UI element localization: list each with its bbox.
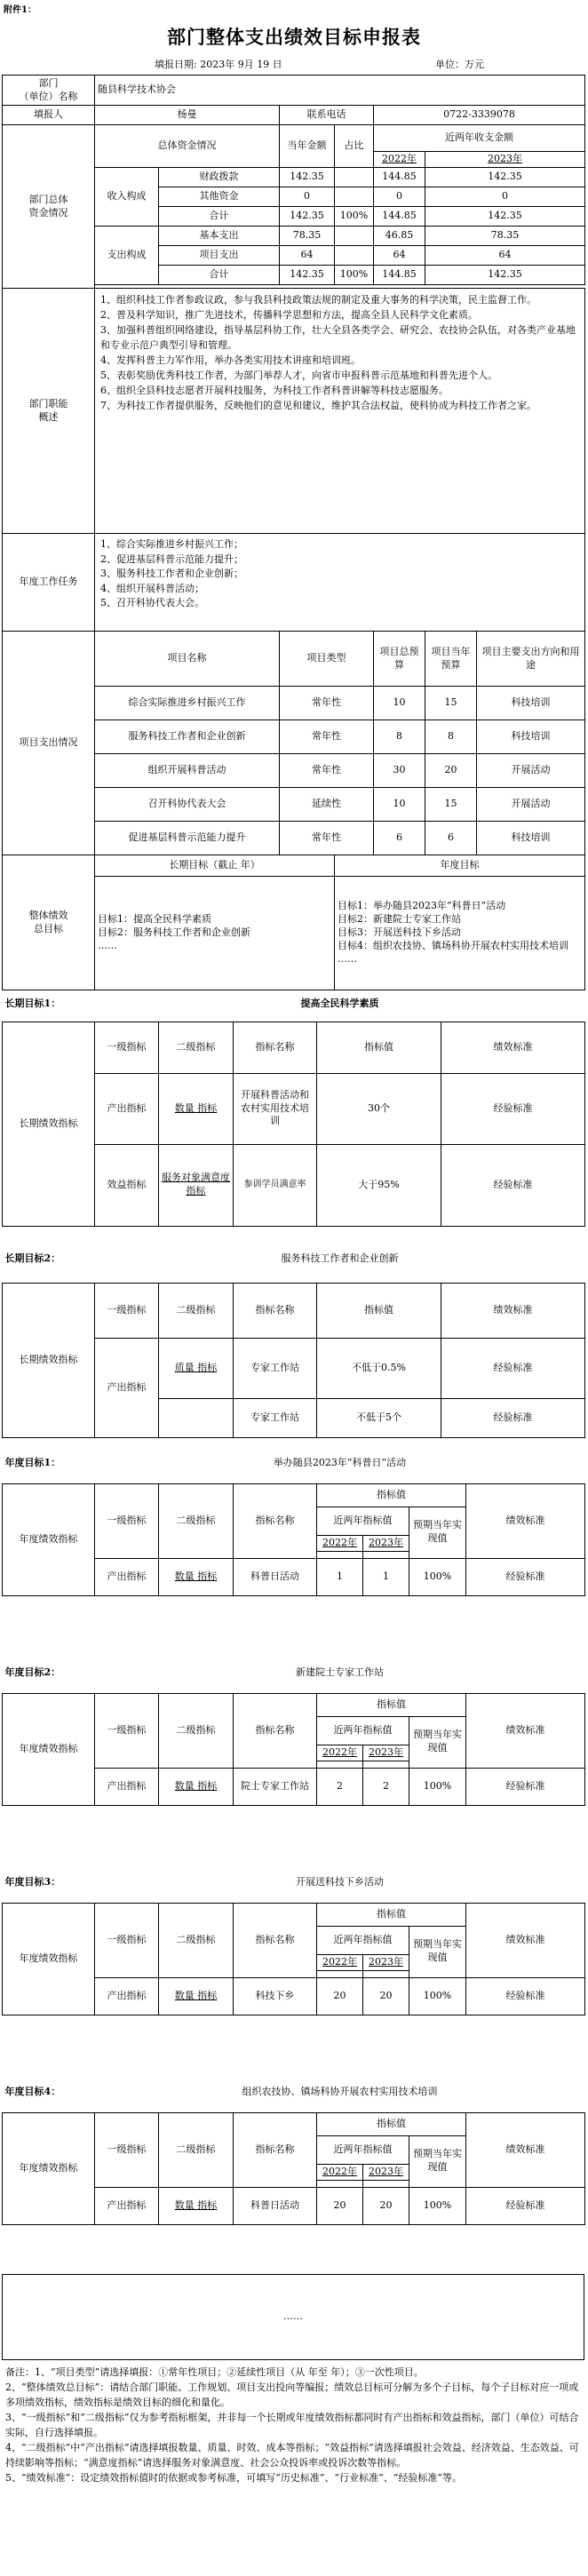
lt2-h-second: 二级指标 [159, 1283, 234, 1338]
proj-row-type: 常年性 [280, 687, 374, 720]
yg-h-first: 一级指标 [95, 1483, 159, 1558]
ellipsis-table [2, 2274, 584, 2360]
yg-h-second: 二级指标 [159, 1693, 234, 1768]
yg-std: 经验标准 [466, 2187, 585, 2224]
proj-row-year: 15 [425, 788, 477, 822]
proj-row-total: 6 [374, 822, 425, 855]
yg-h-y2: 2023年 [363, 1745, 409, 1761]
year-goal-header: 年度目标 [335, 855, 585, 877]
cur-amount-header: 当年金额 [280, 125, 335, 168]
yg-p: 100% [409, 1768, 466, 1805]
year-goal-text: 目标1：举办随县2023年“科普日”活动 目标2：新建院士专家工作站 目标3：开展送科技下乡活动 目标4：组织农技协、镇场科协开展农村实用技术培训 …… [335, 877, 585, 990]
yg-h-std: 绩效标准 [466, 1903, 585, 1977]
fund-row-a: 144.85 [374, 266, 425, 285]
filler-name: 杨曼 [95, 106, 280, 125]
fund-row-cur: 142.35 [280, 168, 335, 187]
income-label: 收入构成 [95, 168, 159, 227]
overall-goal-label: 整体绩效 总目标 [3, 855, 95, 990]
lt1-name: 提高全民科学素质 [300, 998, 379, 1010]
yg-h-y1: 2022年 [317, 1535, 363, 1551]
phone-value: 0722-3339078 [374, 106, 585, 125]
lt1-title: 长期目标1： [4, 998, 61, 1010]
expense-label: 支出构成 [95, 227, 159, 285]
yg-b: 2 [363, 1768, 409, 1805]
yg-h-recent: 近两年指标值 [317, 2135, 409, 2164]
fund-row-name: 基本支出 [159, 227, 280, 246]
year2-header: 2023年 [425, 152, 585, 168]
yg-a: 20 [317, 1977, 363, 2015]
fund-row-a: 64 [374, 246, 425, 266]
year1-header: 2022年 [374, 152, 425, 168]
lt2-r1-std: 经验标准 [441, 1338, 585, 1398]
annual-text: 1、综合实际推进乡村振兴工作； 2、促进基层科普示范能力提升； 3、服务科技工作者和企业创新； 4、组织开展科普活动； 5、召开科协代表大会。 [95, 534, 585, 632]
yg-h-y1: 2022年 [317, 1954, 363, 1970]
yg-perf-label: 年度绩效指标 [3, 1903, 95, 2015]
proj-row-total: 10 [374, 687, 425, 720]
fund-row-ratio [335, 187, 374, 207]
fund-row-cur: 142.35 [280, 266, 335, 285]
yg-perf-label: 年度绩效指标 [3, 2112, 95, 2224]
proj-label: 项目支出情况 [3, 632, 95, 855]
lt1-h-name: 指标名称 [234, 1022, 317, 1073]
yg-h-recent: 近两年指标值 [317, 1716, 409, 1745]
yg-name: 开展送科技下乡活动 [296, 1876, 384, 1888]
fund-row-cur: 78.35 [280, 227, 335, 246]
lt1-r2-val: 大于95% [317, 1144, 441, 1226]
yg-ind: 科普日活动 [234, 2187, 317, 2224]
yg-second: 数量 指标 [159, 1768, 234, 1805]
long-goal-1-table [2, 988, 585, 1227]
fund-row-cur: 64 [280, 246, 335, 266]
yg-h-name: 指标名称 [234, 1693, 317, 1768]
proj-row-total: 8 [374, 720, 425, 754]
yg-title: 年度目标1： [4, 1457, 61, 1469]
yg-std: 经验标准 [466, 1558, 585, 1595]
unit-label: 单位：万元 [435, 59, 484, 70]
yg-title: 年度目标4： [4, 2086, 61, 2098]
yg-h-recent: 近两年指标值 [317, 1507, 409, 1535]
lt2-r2-name: 专家工作站 [234, 1398, 317, 1437]
yg-perf-label: 年度绩效指标 [3, 1693, 95, 1805]
proj-row-use: 开展活动 [477, 754, 585, 788]
proj-row-use: 开展活动 [477, 788, 585, 822]
fund-row-b: 142.35 [425, 207, 585, 227]
yg-b: 1 [363, 1558, 409, 1595]
yg-h-first: 一级指标 [95, 1693, 159, 1768]
yg-p: 100% [409, 1977, 466, 2015]
fund-row-ratio [335, 246, 374, 266]
dept-value: 随县科学技术协会 [95, 76, 585, 106]
yg-std: 经验标准 [466, 1977, 585, 2015]
yg-name: 新建院士专家工作站 [296, 1666, 384, 1679]
lt1-r1-first: 产出指标 [95, 1073, 159, 1144]
yg-p: 100% [409, 1558, 466, 1595]
fund-row-name: 项目支出 [159, 246, 280, 266]
lt2-first: 产出指标 [95, 1338, 159, 1437]
lt1-r1-std: 经验标准 [441, 1073, 585, 1144]
yg-h-second: 二级指标 [159, 1903, 234, 1977]
recent-header: 近两年收支金额 [374, 125, 585, 152]
yg-h-expected: 预期当年实现值 [409, 1507, 466, 1558]
fund-row-b: 142.35 [425, 266, 585, 285]
func-text: 1、组织科技工作者参政议政，参与我县科技政策法规的制定及重大事务的科学决策，民主监督工作。 2、普及科学知识，推广先进技术，传播科学思想和方法，提高全县人民科学文化素质。 3、加强科普组织网络建设，指导基层科协工作，壮大全县各类学会、研究会、农技协会队伍，对各类产业基地和专业示范户典型引导和管理。 4、发挥科普主力军作用，举办各类实用技术讲座和培训班。 5、表彰奖励优秀科技工作者，为部门举荐人才，向省市申报科普示范基地和科普先进个人。 6、组织全县科技志愿者开展科技服务，为科技工作者科普讲解等科技志愿服务。 7、为科技工作者提供服务，反映他们的意见和建议，维护其合法权益，使科协成为科技工作者之家。 [95, 289, 585, 534]
yg-title: 年度目标2： [4, 1666, 61, 1679]
lt2-name: 服务科技工作者和企业创新 [281, 1252, 399, 1265]
lt1-r2-first: 效益指标 [95, 1144, 159, 1226]
fund-row-b: 64 [425, 246, 585, 266]
year-goal-table [2, 2073, 585, 2225]
yg-h-y2: 2023年 [363, 2164, 409, 2180]
yg-h-expected: 预期当年实现值 [409, 1926, 466, 1977]
page-title: 部门整体支出绩效目标申报表 [167, 26, 421, 48]
proj-head-year: 项目当年预算 [425, 632, 477, 687]
yg-h-recent: 近两年指标值 [317, 1926, 409, 1954]
year-goal-table [2, 1444, 585, 1596]
proj-row-type: 常年性 [280, 720, 374, 754]
lt2-h-std: 绩效标准 [441, 1283, 585, 1338]
proj-row-name: 促进基层科普示范能力提升 [95, 822, 280, 855]
long-goal-2-table [2, 1236, 585, 1438]
lt1-r1-val: 30个 [317, 1073, 441, 1144]
yg-name: 举办随县2023年“科普日”活动 [273, 1457, 407, 1469]
annual-label: 年度工作任务 [3, 534, 95, 632]
lt2-perf-label: 长期绩效指标 [3, 1283, 95, 1437]
yg-h-std: 绩效标准 [466, 1693, 585, 1768]
yg-first: 产出指标 [95, 1768, 159, 1805]
fill-date: 填报日期: 2023年 9月 19 日 [155, 59, 282, 70]
yg-gap [363, 1761, 409, 1768]
yg-h-first: 一级指标 [95, 1903, 159, 1977]
yg-second: 数量 指标 [159, 1558, 234, 1595]
lt2-r2-std: 经验标准 [441, 1398, 585, 1437]
yg-h-std: 绩效标准 [466, 1483, 585, 1558]
fund-row-name: 合计 [159, 266, 280, 285]
yg-h-second: 二级指标 [159, 2112, 234, 2187]
yg-first: 产出指标 [95, 1977, 159, 2015]
lt1-r2-std: 经验标准 [441, 1144, 585, 1226]
yg-h-first: 一级指标 [95, 2112, 159, 2187]
fund-row-ratio [335, 168, 374, 187]
proj-head-total: 项目总预算 [374, 632, 425, 687]
yg-h-expected: 预期当年实现值 [409, 2135, 466, 2187]
yg-p: 100% [409, 2187, 466, 2224]
lt1-r1-name: 开展科普活动和农村实用技术培训 [234, 1073, 317, 1144]
year-goal-table [2, 1654, 585, 1806]
fund-row-ratio: 100% [335, 207, 374, 227]
yg-name: 组织农技协、镇场科协开展农村实用技术培训 [242, 2086, 438, 2098]
proj-head-type: 项目类型 [280, 632, 374, 687]
funds-label: 部门总体 资金情况 [3, 125, 95, 289]
yg-second: 数量 指标 [159, 2187, 234, 2224]
lt2-r1-second: 质量 指标 [159, 1338, 234, 1398]
lt1-r2-name: 参训学员满意率 [234, 1144, 317, 1226]
fund-row-a: 144.85 [374, 168, 425, 187]
fund-row-a: 46.85 [374, 227, 425, 246]
fund-row-ratio [335, 227, 374, 246]
lt2-title: 长期目标2： [4, 1252, 61, 1265]
proj-head-use: 项目主要支出方向和用途 [477, 632, 585, 687]
yg-first: 产出指标 [95, 2187, 159, 2224]
proj-row-use: 科技培训 [477, 822, 585, 855]
lt1-r1-second: 数量 指标 [159, 1073, 234, 1144]
dept-label: 部门 （单位）名称 [3, 76, 95, 106]
proj-row-total: 10 [374, 788, 425, 822]
phone-label: 联系电话 [280, 106, 374, 125]
yg-h-name: 指标名称 [234, 1483, 317, 1558]
main-form-table [2, 75, 585, 990]
lt1-h-first: 一级指标 [95, 1022, 159, 1073]
proj-row-name: 综合实际推进乡村振兴工作 [95, 687, 280, 720]
yg-a: 20 [317, 2187, 363, 2224]
proj-row-name: 服务科技工作者和企业创新 [95, 720, 280, 754]
yg-ind: 院士专家工作站 [234, 1768, 317, 1805]
yg-h-expected: 预期当年实现值 [409, 1716, 466, 1768]
fund-row-b: 142.35 [425, 168, 585, 187]
yg-b: 20 [363, 1977, 409, 2015]
fund-row-a: 0 [374, 187, 425, 207]
proj-row-name: 召开科协代表大会 [95, 788, 280, 822]
fund-row-cur: 142.35 [280, 207, 335, 227]
fund-row-cur: 0 [280, 187, 335, 207]
proj-row-type: 延续性 [280, 788, 374, 822]
ellipsis: …… [3, 2275, 584, 2360]
yg-second: 数量 指标 [159, 1977, 234, 2015]
yg-title: 年度目标3： [4, 1876, 61, 1888]
lt2-r1-name: 专家工作站 [234, 1338, 317, 1398]
yg-ind: 科技下乡 [234, 1977, 317, 2015]
yg-gap [317, 1761, 363, 1768]
yg-h-std: 绩效标准 [466, 2112, 585, 2187]
ratio-header: 占比 [335, 125, 374, 168]
filler-label: 填报人 [3, 106, 95, 125]
proj-row-use: 科技培训 [477, 687, 585, 720]
lt2-r2-second [159, 1398, 234, 1437]
yg-a: 1 [317, 1558, 363, 1595]
proj-row-year: 8 [425, 720, 477, 754]
long-goal-header: 长期目标（截止 年） [95, 855, 335, 877]
fund-row-b: 78.35 [425, 227, 585, 246]
yg-perf-label: 年度绩效指标 [3, 1483, 95, 1595]
yg-h-val: 指标值 [317, 1483, 466, 1507]
yg-h-name: 指标名称 [234, 2112, 317, 2187]
lt1-r2-second: 服务对象满意度 指标 [159, 1144, 234, 1226]
proj-row-total: 30 [374, 754, 425, 788]
proj-row-use: 科技培训 [477, 720, 585, 754]
yg-gap [363, 2180, 409, 2187]
fund-row-name: 合计 [159, 207, 280, 227]
lt1-perf-label: 长期绩效指标 [3, 1022, 95, 1226]
lt1-h-std: 绩效标准 [441, 1022, 585, 1073]
fund-row-a: 144.85 [374, 207, 425, 227]
lt1-h-val: 指标值 [317, 1022, 441, 1073]
proj-row-year: 20 [425, 754, 477, 788]
proj-row-type: 常年性 [280, 822, 374, 855]
yg-h-name: 指标名称 [234, 1903, 317, 1977]
attachment-label: 附件1： [4, 5, 36, 15]
year-goal-table [2, 1864, 585, 2015]
yg-h-val: 指标值 [317, 2112, 466, 2135]
fund-row-name: 财政拨款 [159, 168, 280, 187]
lt2-r2-val: 不低于5个 [317, 1398, 441, 1437]
fund-row-ratio: 100% [335, 266, 374, 285]
lt2-h-first: 一级指标 [95, 1283, 159, 1338]
proj-row-year: 15 [425, 687, 477, 720]
yg-gap [317, 1551, 363, 1558]
notes: 备注：1、“项目类型”请选择填报：①常年性项目；②延续性项目（从 年至 年）；③一次性项目。 2、“整体绩效总目标”：请结合部门职能、工作规划、项目支出投向等编报；绩效总目标可分解为多个子目标，每个子目标对应一项或多项绩效指标，绩效指标是绩效目标的细化和量化。 3、“一级指标”和“二级指标”仅为参考指标框架，并非每一个长期或年度绩效指标都同时有产出指标和效益指标，部门（单位）可结合实际，自行选择填报。 4、“二级指标”中“产出指标”请选择填报数量、质量、时效、成本等指标；“效益指标”请选择填报社会效益、经济效益、生态效益、可持续影响等指标；“满意度指标”请选择服务对象满意度、社会公众投诉率或投诉次数等指标。 5、“绩效标准”：设定绩效指标值时的依据或参考标准，可填写“历史标准”、“行业标准”、“经验标准”等。 [5, 2366, 579, 2485]
func-label: 部门职能 概述 [3, 289, 95, 534]
yg-a: 2 [317, 1768, 363, 1805]
yg-h-y2: 2023年 [363, 1954, 409, 1970]
yg-h-val: 指标值 [317, 1693, 466, 1716]
yg-h-y1: 2022年 [317, 1745, 363, 1761]
long-goal-text: 目标1：提高全民科学素质 目标2：服务科技工作者和企业创新 …… [95, 877, 335, 990]
yg-gap [363, 1551, 409, 1558]
yg-h-val: 指标值 [317, 1903, 466, 1926]
overall-funds-label: 总体资金情况 [95, 125, 280, 168]
lt2-r1-val: 不低于0.5% [317, 1338, 441, 1398]
yg-gap [317, 2180, 363, 2187]
proj-row-type: 常年性 [280, 754, 374, 788]
lt1-h-second: 二级指标 [159, 1022, 234, 1073]
lt2-h-val: 指标值 [317, 1283, 441, 1338]
yg-ind: 科普日活动 [234, 1558, 317, 1595]
yg-h-y1: 2022年 [317, 2164, 363, 2180]
lt2-h-name: 指标名称 [234, 1283, 317, 1338]
fund-row-b: 0 [425, 187, 585, 207]
yg-first: 产出指标 [95, 1558, 159, 1595]
proj-row-year: 6 [425, 822, 477, 855]
yg-h-y2: 2023年 [363, 1535, 409, 1551]
yg-b: 20 [363, 2187, 409, 2224]
yg-h-second: 二级指标 [159, 1483, 234, 1558]
proj-row-name: 组织开展科普活动 [95, 754, 280, 788]
yg-gap [317, 1970, 363, 1977]
yg-gap [363, 1970, 409, 1977]
yg-std: 经验标准 [466, 1768, 585, 1805]
fund-row-name: 其他资金 [159, 187, 280, 207]
proj-head-name: 项目名称 [95, 632, 280, 687]
